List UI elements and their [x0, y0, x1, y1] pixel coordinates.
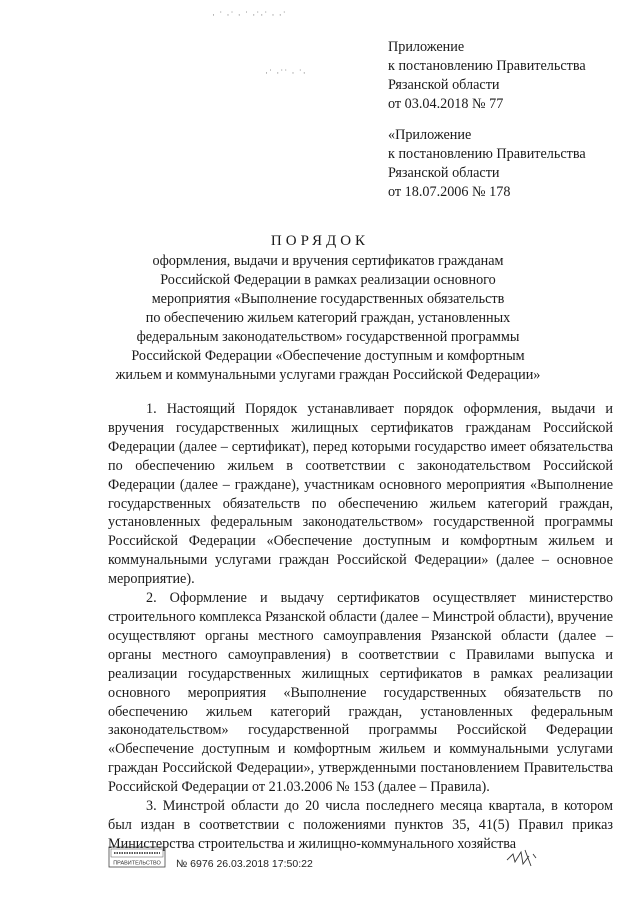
document-title: ПОРЯДОК: [270, 233, 370, 249]
appendix-block-current: [388, 38, 628, 114]
appendix-line: к постановлению Правительства: [388, 146, 586, 162]
initials-scribble-icon: [505, 846, 539, 870]
subtitle-line: по обеспечению жильем категорий граждан, установленных: [145, 310, 511, 326]
appendix-line: «Приложение: [388, 127, 472, 143]
paragraph-2: 2. Оформление и выдачу сертификатов осуществляет министерство строительного комплекса Рязанской области (далее – Минстрой области), вручение осуществляют органы местного самоуправления Рязанской области (далее – органы местного самоуправления) в соответствии с Правилами выпуска и реализации государственных жилищных сертификатов в рамках реализации основного мероприятия «Выполнение государственных обязательств по обеспечению жильем категорий граждан, установленных федеральным законодательством» государственной программы Российской Федерации «Обеспечение доступным и комфортным жильем и коммунальными услугами граждан Российской Федерации», утвержденными постановлением Правительства Российской Федерации от 21.03.2006 № 153 (далее – Правила).: [108, 590, 614, 796]
subtitle-line: мероприятия «Выполнение государственных обязательств: [151, 291, 505, 307]
subtitle-line: оформления, выдачи и вручения сертификатов гражданам: [152, 253, 504, 269]
registration-number: № 6976 26.03.2018 17:50:22: [176, 858, 313, 870]
appendix-line: Рязанской области: [388, 165, 500, 181]
subtitle-line: федеральным законодательством» государственной программы: [136, 329, 520, 345]
appendix-line: от 03.04.2018 № 77: [388, 96, 504, 112]
paragraph-1: 1. Настоящий Порядок устанавливает порядок оформления, выдачи и вручения государственных жилищных сертификатов гражданам Российской Федерации (далее – сертификат), перед которыми государство имеет обязательства по обеспечению жильем в соответствии с законодательством Российской Федерации (далее – граждане), участникам основного мероприятия «Выполнение государственных обязательств по обеспечению жильем категорий граждан, установленных федеральным законодательством» государственной программы Российской Федерации «Обеспечение доступным и комфортным жильем и коммунальными услугами граждан Российской Федерации» (далее – основное мероприятие).: [108, 401, 613, 588]
document-subtitle: [100, 252, 556, 385]
appendix-block-original: [388, 126, 628, 202]
subtitle-line: Российской Федерации «Обеспечение доступным и комфортным: [131, 348, 525, 364]
subtitle-line: Российской Федерации в рамках реализации основного: [160, 272, 496, 288]
subtitle-line: жильем и коммунальными услугами граждан Российской Федерации»: [115, 367, 541, 383]
document-body: [108, 400, 613, 854]
appendix-line: Рязанской области: [388, 77, 500, 93]
registry-stamp-icon: [108, 846, 166, 868]
scan-artifact: ·˙ ·˙˙ · ˙·: [265, 68, 307, 78]
scan-artifact: · ˙ ·˙ · ˙ ·˙·˙ · ·˙: [212, 10, 287, 20]
stamp-text: ПРАВИТЕЛЬСТВО: [113, 860, 161, 867]
appendix-line: от 18.07.2006 № 178: [388, 184, 511, 200]
appendix-line: к постановлению Правительства: [388, 58, 586, 74]
paragraph-3: 3. Минстрой области до 20 числа последнего месяца квартала, в котором был издан в соответствии с положениями пунктов 35, 41(5) Правил приказ Министерства строительства и жилищно-коммунального хозяйства: [108, 798, 613, 852]
appendix-line: Приложение: [388, 39, 465, 55]
